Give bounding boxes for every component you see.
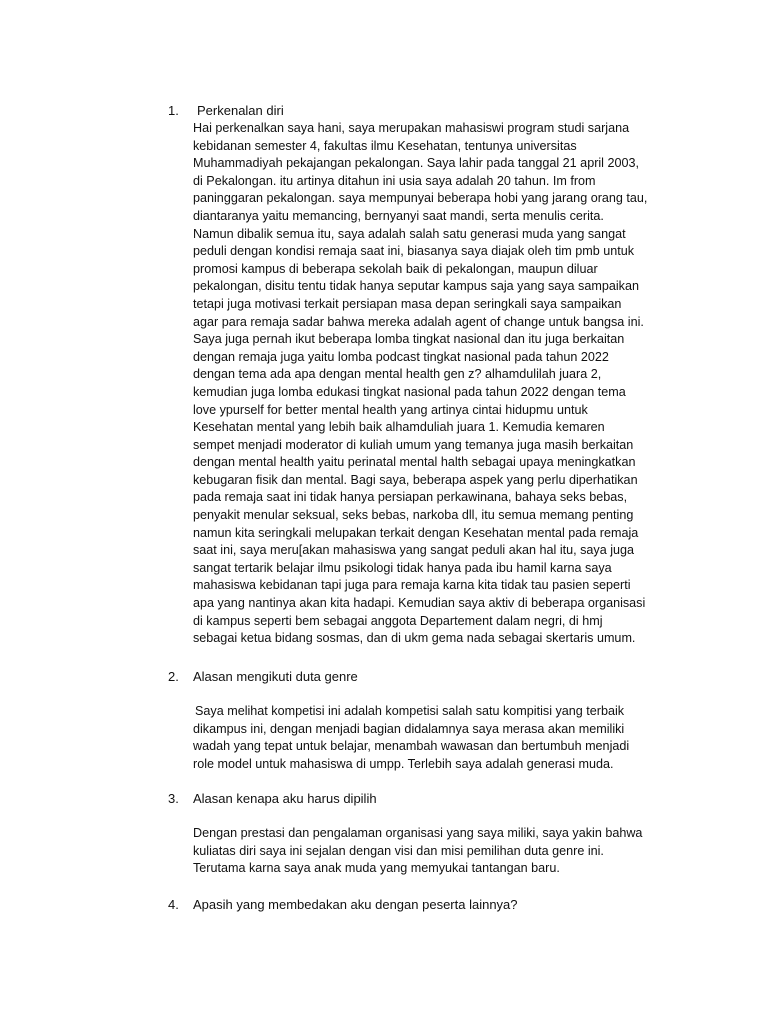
text-line: sempet menjadi moderator di kuliah umum yang temanya juga masih berkaitan — [193, 437, 634, 452]
section-number: 1. — [168, 103, 179, 118]
text-line: diantaranya yaitu memancing, bernyanyi saat mandi, serta menulis cerita. — [193, 208, 604, 223]
text-line: paninggaran pekalongan. saya mempunyai beberapa hobi yang jarang orang tau, — [193, 191, 648, 206]
section-title: Alasan mengikuti duta genre — [193, 669, 358, 684]
text-line: Hai perkenalkan saya hani, saya merupakan mahasiswi program studi sarjana — [193, 121, 630, 135]
text-line: pada remaja saat ini tidak hanya persiapan perkawinana, bahaya seks bebas, — [193, 490, 628, 505]
section-heading — [168, 790, 668, 808]
text-line: sebagai ketua bidang sosmas, dan di ukm gema nada sebagai skertaris umum. — [193, 631, 636, 646]
section-title: Alasan kenapa aku harus dipilih — [193, 791, 377, 806]
text-line: sangat tertarik belajar ilmu psikologi tidak hanya pada ibu hamil karna saya — [193, 560, 612, 575]
text-line: love ypurself for better mental health yang artinya cintai hidupmu untuk — [193, 402, 588, 417]
text-line: dikampus ini, dengan menjadi bagian didalamnya saya merasa akan memiliki — [193, 721, 625, 736]
section-number: 4. — [168, 897, 179, 912]
text-line: Kesehatan mental yang lebih baik alhamduliah juara 1. Kemudia kemaren — [193, 420, 605, 435]
text-line: Saya juga pernah ikut beberapa lomba tingkat nasional dan itu juga berkaitan — [193, 332, 625, 347]
text-line: Terutama karna saya anak muda yang memyukai tantangan baru. — [193, 861, 560, 876]
text-line: Namun dibalik semua itu, saya adalah salah satu generasi muda yang sangat — [193, 226, 626, 241]
section-number: 2. — [168, 669, 179, 684]
text-line: dengan remaja juga yaitu lomba podcast tingkat nasional pada tahun 2022 — [193, 349, 609, 364]
text-line: penyakit menular seksual, seks bebas, narkoba dll, itu semua memang penting — [193, 508, 634, 523]
text-line: Muhammadiyah pekajangan pekalongan. Saya lahir pada tanggal 21 april 2003, — [193, 156, 639, 171]
section-body — [193, 825, 663, 878]
text-line: kebidanan semester 4, fakultas ilmu Kesehatan, tentunya universitas — [193, 138, 577, 153]
section-apa-yang-membedakan — [168, 896, 668, 914]
section-heading — [168, 102, 668, 120]
text-line: Dengan prestasi dan pengalaman organisasi yang saya miliki, saya yakin bahwa — [193, 826, 643, 840]
section-heading — [168, 668, 668, 686]
section-body — [193, 703, 663, 773]
section-alasan-mengikuti — [168, 668, 668, 773]
text-line: dengan mental health yaitu perinatal mental halth sebagai upaya meningkatkan — [193, 455, 636, 470]
text-line: kebugaran fisik dan mental. Bagi saya, beberapa aspek yang perlu diperhatikan — [193, 472, 638, 487]
text-line: pekalongan, disitu tentu tidak hanya seputar kampus saja yang saya sampaikan — [193, 279, 639, 294]
text-line: saat ini, saya meru[akan mahasiswa yang sangat peduli akan hal itu, saya juga — [193, 543, 635, 558]
text-line: promosi kampus di beberapa sekolah baik di pekalongan, maupun diluar — [193, 261, 598, 276]
text-line: kuliatas diri saya ini sejalan dengan visi dan misi pemilihan duta genre ini. — [193, 843, 604, 858]
section-perkenalan-diri — [168, 102, 668, 648]
text-line: dengan tema ada apa dengan mental health gen z? alhamdulilah juara 2, — [193, 367, 602, 382]
text-line: Saya melihat kompetisi ini adalah kompetisi salah satu kompitisi yang terbaik — [195, 704, 625, 718]
text-line: mahasiswa kebidanan tapi juga para remaja karna kita tidak tau pasien seperti — [193, 578, 631, 593]
text-line: kemudian juga lomba edukasi tingkat nasional pada tahun 2022 dengan tema — [193, 384, 626, 399]
section-number: 3. — [168, 791, 179, 806]
text-line: agar para remaja sadar bahwa mereka adalah agent of change untuk bangsa ini. — [193, 314, 644, 329]
section-body — [193, 120, 663, 648]
text-line: di kampus seperti bem sebagai anggota Departement dalam negri, di hmj — [193, 613, 603, 628]
section-alasan-dipilih — [168, 790, 668, 878]
text-line: tetapi juga motivasi terkait persiapan masa depan seringkali saya sampaikan — [193, 296, 622, 311]
section-title: Perkenalan diri — [197, 103, 284, 118]
text-line: di Pekalongan. itu artinya ditahun ini usia saya adalah 20 tahun. Im from — [193, 173, 596, 188]
text-line: role model untuk mahasiswa di umpp. Terlebih saya adalah generasi muda. — [193, 756, 614, 771]
section-heading — [168, 896, 668, 914]
text-line: peduli dengan kondisi remaja saat ini, biasanya saya diajak oleh tim pmb untuk — [193, 244, 635, 259]
text-line: apa yang nantinya akan kita hadapi. Kemudian saya aktiv di beberapa organisasi — [193, 596, 646, 611]
text-line: namun kita seringkali melupakan terkait dengan Kesehatan mental pada remaja — [193, 525, 639, 540]
section-title: Apasih yang membedakan aku dengan peserta lainnya? — [193, 897, 518, 912]
text-line: wadah yang tepat untuk belajar, menambah wawasan dan bertumbuh menjadi — [193, 739, 630, 754]
